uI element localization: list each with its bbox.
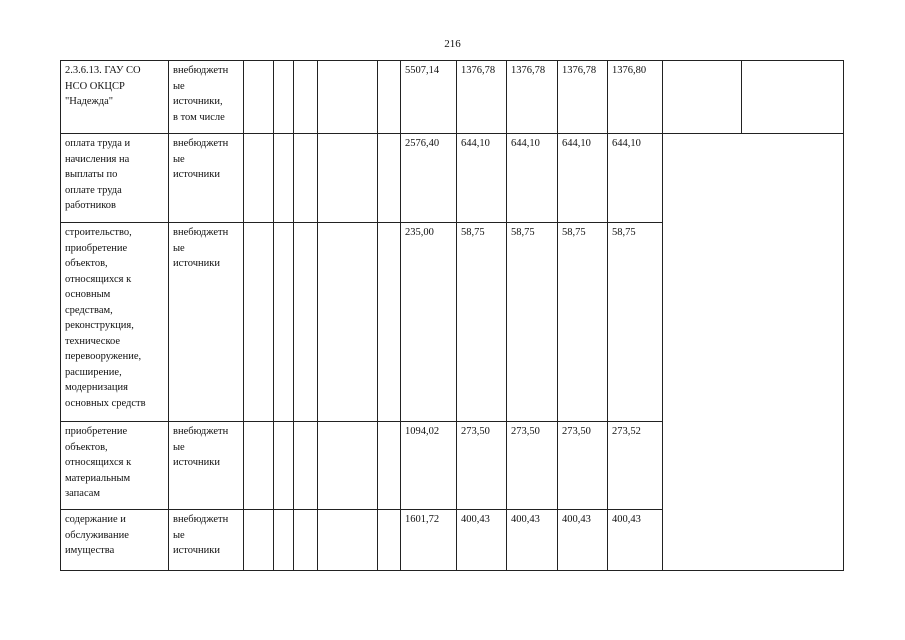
year-value-cell: 1376,78 — [507, 61, 558, 134]
year-value-cell: 644,10 — [457, 134, 507, 223]
empty-cell — [274, 134, 294, 223]
total-value-cell: 235,00 — [401, 223, 457, 422]
funding-source-cell: внебюджетн ые источники — [169, 510, 244, 571]
year-value-cell: 1376,78 — [457, 61, 507, 134]
empty-cell — [318, 510, 378, 571]
empty-cell — [378, 61, 401, 134]
empty-cell — [274, 61, 294, 134]
empty-cell — [244, 134, 274, 223]
page-number: 216 — [444, 38, 461, 50]
funding-source-cell: внебюджетн ые источники — [169, 422, 244, 510]
year-value-cell: 644,10 — [507, 134, 558, 223]
year-value-cell: 58,75 — [507, 223, 558, 422]
empty-cell — [244, 510, 274, 571]
year-value-cell: 1376,80 — [608, 61, 663, 134]
table-row — [61, 61, 844, 134]
empty-cell — [663, 61, 742, 134]
empty-cell — [378, 422, 401, 510]
table-row — [61, 134, 844, 223]
year-value-cell: 400,43 — [608, 510, 663, 571]
empty-cell — [294, 223, 318, 422]
empty-cell — [294, 510, 318, 571]
funding-source-cell: внебюджетн ые источники, в том числе — [169, 61, 244, 134]
empty-cell — [294, 422, 318, 510]
empty-cell — [244, 61, 274, 134]
year-value-cell: 400,43 — [507, 510, 558, 571]
empty-cell — [274, 510, 294, 571]
merged-empty-cell — [663, 134, 844, 571]
year-value-cell: 644,10 — [558, 134, 608, 223]
empty-cell — [274, 422, 294, 510]
empty-cell — [244, 223, 274, 422]
measure-name-cell: оплата труда и начисления на выплаты по оплате труда работников — [61, 134, 169, 223]
measure-name-cell: строительство, приобретение объектов, относящихся к основным средствам, реконструкция, техническое перевооружение, расширение, модернизация основных средств — [61, 223, 169, 422]
empty-cell — [318, 422, 378, 510]
year-value-cell: 273,50 — [558, 422, 608, 510]
funding-source-cell: внебюджетн ые источники — [169, 134, 244, 223]
year-value-cell: 58,75 — [608, 223, 663, 422]
measure-name-cell: приобретение объектов, относящихся к материальным запасам — [61, 422, 169, 510]
total-value-cell: 2576,40 — [401, 134, 457, 223]
empty-cell — [244, 422, 274, 510]
year-value-cell: 58,75 — [558, 223, 608, 422]
empty-cell — [274, 223, 294, 422]
empty-cell — [318, 223, 378, 422]
year-value-cell: 400,43 — [457, 510, 507, 571]
total-value-cell: 1094,02 — [401, 422, 457, 510]
measure-name-cell: содержание и обслуживание имущества — [61, 510, 169, 571]
total-value-cell: 5507,14 — [401, 61, 457, 134]
empty-cell — [318, 134, 378, 223]
measure-name-cell: 2.3.6.13. ГАУ СО НСО ОКЦСР "Надежда" — [61, 61, 169, 134]
empty-cell — [378, 134, 401, 223]
empty-cell — [378, 223, 401, 422]
empty-cell — [294, 61, 318, 134]
empty-cell — [318, 61, 378, 134]
year-value-cell: 273,52 — [608, 422, 663, 510]
empty-cell — [742, 61, 844, 134]
year-value-cell: 1376,78 — [558, 61, 608, 134]
funding-source-cell: внебюджетн ые источники — [169, 223, 244, 422]
budget-table — [60, 60, 844, 571]
year-value-cell: 400,43 — [558, 510, 608, 571]
year-value-cell: 58,75 — [457, 223, 507, 422]
year-value-cell: 273,50 — [507, 422, 558, 510]
year-value-cell: 644,10 — [608, 134, 663, 223]
year-value-cell: 273,50 — [457, 422, 507, 510]
empty-cell — [294, 134, 318, 223]
total-value-cell: 1601,72 — [401, 510, 457, 571]
empty-cell — [378, 510, 401, 571]
